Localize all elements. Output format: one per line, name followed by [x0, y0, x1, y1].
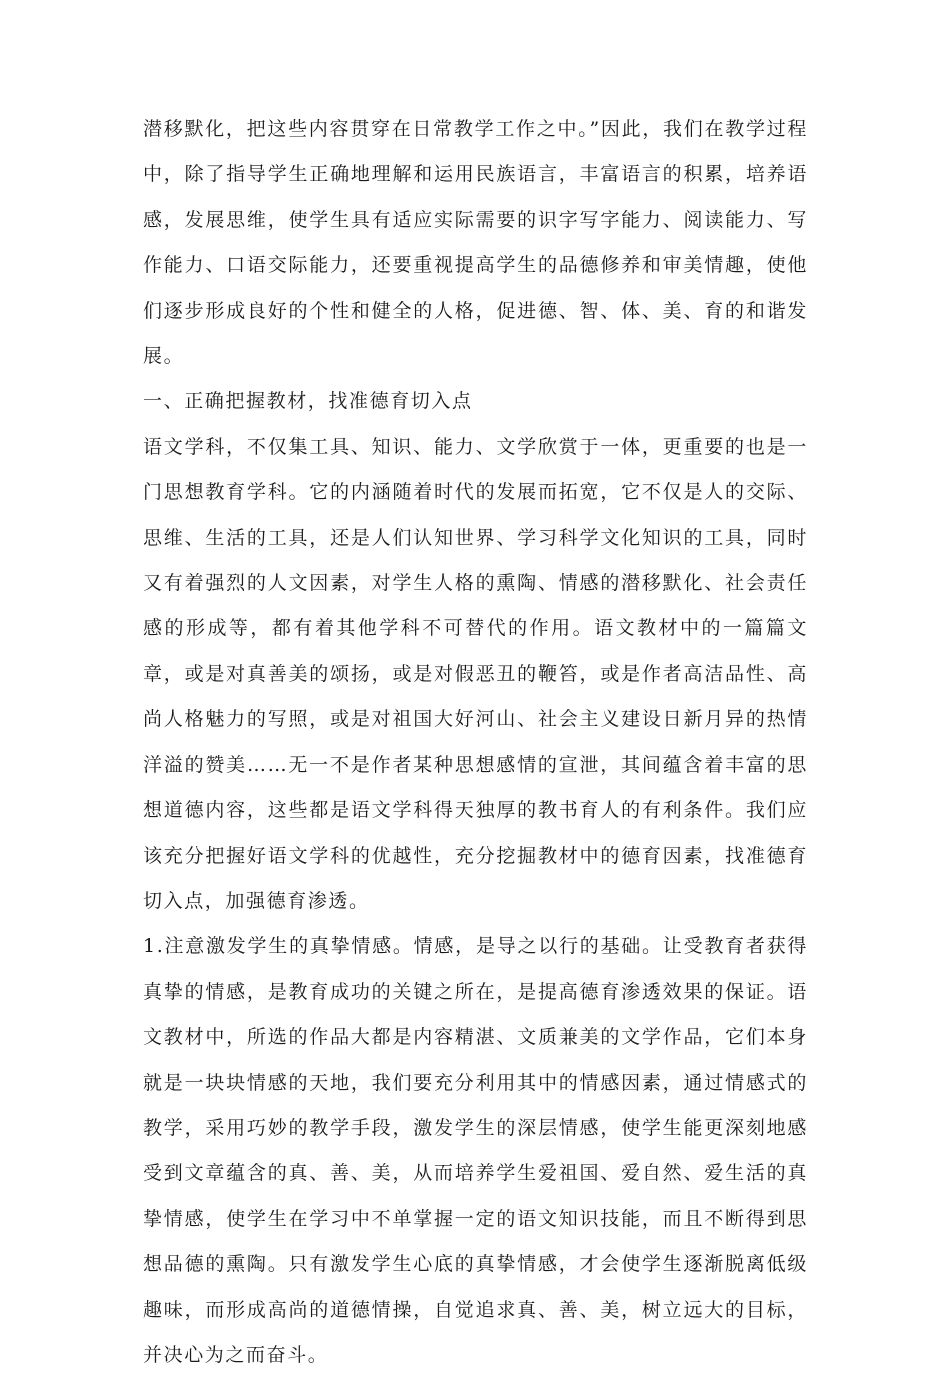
paragraph-continuation: 潜移默化，把这些内容贯穿在日常教学工作之中。”因此，我们在教学过程中，除了指导学生正确地理解和运用民族语言，丰富语言的积累，培养语感，发展思维，使学生具有适应实际需要的识字写字能力、阅读能力、写作能力、口语交际能力，还要重视提高学生的品德修养和审美情趣，使他们逐步形成良好的个性和健全的人格，促进德、智、体、美、育的和谐发展。 [143, 118, 808, 368]
paragraph-body: 语文学科，不仅集工具、知识、能力、文学欣赏于一体，更重要的也是一门思想教育学科。它的内涵随着时代的发展而拓宽，它不仅是人的交际、思维、生活的工具，还是人们认知世界、学习科学文化知识的工具，同时又有着强烈的人文因素，对学生人格的熏陶、情感的潜移默化、社会责任感的形成等，都有着其他学科不可替代的作用。语文教材中的一篇篇文章，或是对真善美的颂扬，或是对假恶丑的鞭笞，或是作者高洁品性、高尚人格魅力的写照，或是对祖国大好河山、社会主义建设日新月异的热情洋溢的赞美……无一不是作者某种思想感情的宣泄，其间蕴含着丰富的思想道德内容，这些都是语文学科得天独厚的教书育人的有利条件。我们应该充分把握好语文学科的优越性，充分挖掘教材中的德育因素，找准德育切入点，加强德育渗透。 [143, 435, 808, 912]
document-body [143, 107, 808, 1378]
section-heading: 一、正确把握教材，找准德育切入点 [143, 390, 473, 413]
paragraph-point-1: 1.注意激发学生的真挚情感。情感，是导之以行的基础。让受教育者获得真挚的情感，是教育成功的关键之所在，是提高德育渗透效果的保证。语文教材中，所选的作品大都是内容精湛、文质兼美的文学作品，它们本身就是一块块情感的天地，我们要充分利用其中的情感因素，通过情感式的教学，采用巧妙的教学手段，激发学生的深层情感，使学生能更深刻地感受到文章蕴含的真、善、美，从而培养学生爱祖国、爱自然、爱生活的真挚情感，使学生在学习中不单掌握一定的语文知识技能，而且不断得到思想品德的熏陶。只有激发学生心底的真挚情感，才会使学生逐渐脱离低级趣味，而形成高尚的道德情操，自觉追求真、善、美，树立远大的目标，并决心为之而奋斗。 [143, 935, 808, 1366]
